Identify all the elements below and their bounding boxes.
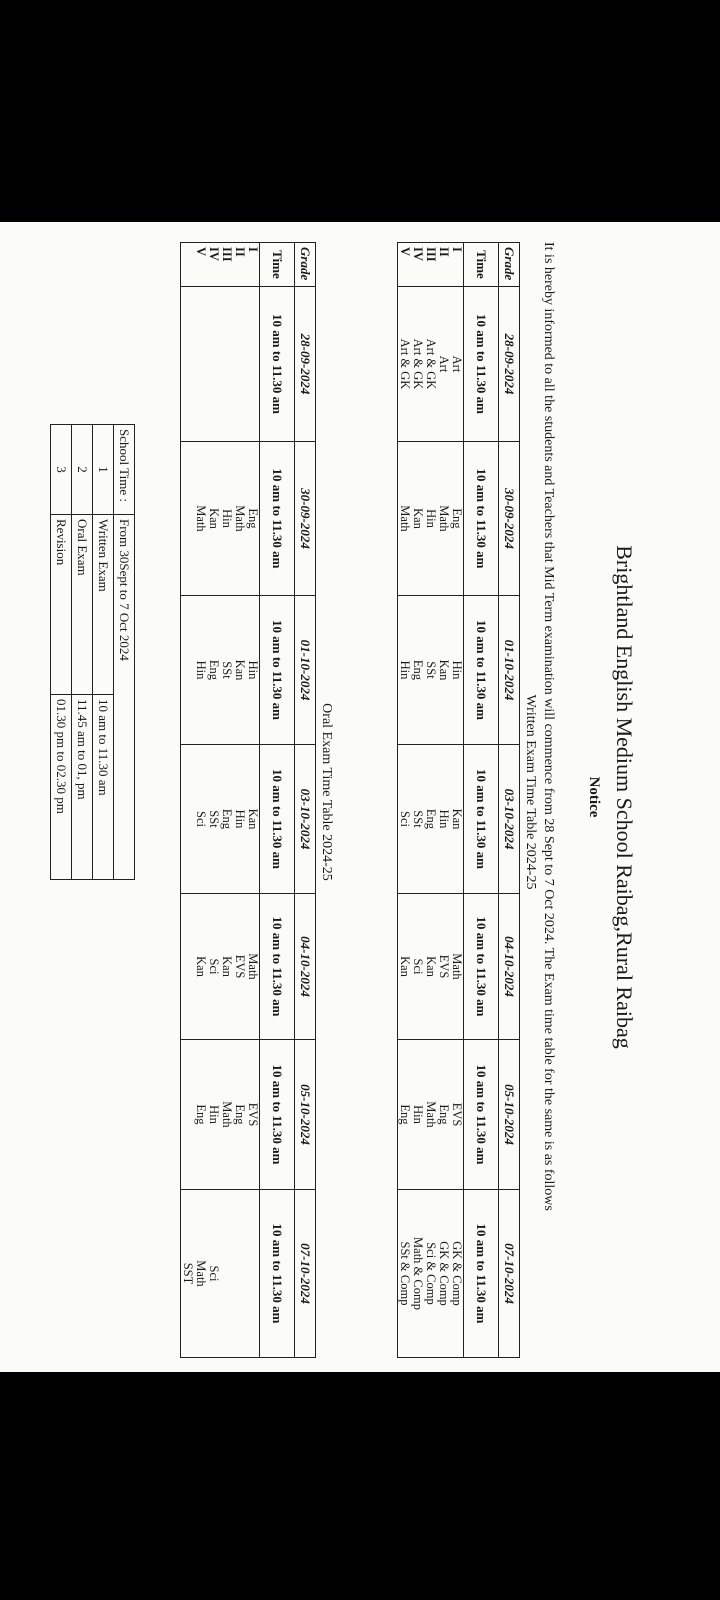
subject-cell	[181, 894, 195, 1040]
date-cell: 01-10-2024	[295, 596, 316, 745]
school-time-header-row	[114, 425, 135, 880]
subject-cell: Sci & Comp	[424, 1190, 437, 1358]
subject-cell: Math	[450, 894, 464, 1040]
subject-cell: Hin	[233, 745, 246, 894]
table-row	[411, 243, 424, 1358]
table-row	[246, 243, 260, 1358]
subject-cell: EVS	[233, 894, 246, 1040]
subject-cell	[220, 287, 233, 442]
school-time-table	[50, 424, 135, 880]
time-cell: 10 am to 11.30 am	[464, 287, 499, 442]
table-row	[194, 243, 207, 1358]
activity-time: 10 am to 11.30 am	[93, 695, 114, 880]
subject-cell: SSt	[411, 745, 424, 894]
subject-cell: Kan	[424, 894, 437, 1040]
time-label: Time	[260, 243, 295, 287]
subject-cell: Kan	[207, 442, 220, 596]
subject-cell: Math	[194, 1190, 207, 1358]
grade-cell: III	[220, 243, 233, 287]
row-number: 2	[72, 425, 93, 515]
date-cell: 28-09-2024	[295, 287, 316, 442]
grade-cell: II	[437, 243, 450, 287]
subject-cell: Hin	[398, 596, 412, 745]
time-cell: 10 am to 11.30 am	[260, 1040, 295, 1190]
activity-name: Oral Exam	[72, 515, 93, 695]
subject-cell: Hin	[450, 596, 464, 745]
intro-text: It is hereby informed to all the students and Teachers that Mid Term examination will commence from 28 Sept to 7 Oct 2024. The Exam time table for the same is as follows	[541, 242, 556, 1211]
subject-cell: Hin	[437, 745, 450, 894]
subject-cell: Eng	[398, 1040, 412, 1190]
grade-label: Grade	[295, 243, 316, 287]
time-cell: 10 am to 11.30 am	[260, 894, 295, 1040]
subject-cell	[233, 1190, 246, 1358]
school-title: Brightland English Medium School Raibag,Rural Raibag	[612, 545, 637, 1049]
subject-cell: Art & GK	[411, 287, 424, 442]
time-cell: 10 am to 11.30 am	[464, 596, 499, 745]
subject-cell: Hin	[220, 442, 233, 596]
document-sheet	[0, 222, 720, 1372]
date-cell: 30-09-2024	[295, 442, 316, 596]
subject-cell: Math	[398, 442, 412, 596]
grade-cell: V	[398, 243, 412, 287]
subject-cell: SST	[181, 1190, 195, 1358]
subject-cell: Math	[194, 442, 207, 596]
subject-cell: Math	[246, 894, 260, 1040]
table-row	[181, 243, 195, 1358]
date-cell: 30-09-2024	[499, 442, 520, 596]
table-row	[51, 425, 72, 880]
subject-cell: GK & Comp	[450, 1190, 464, 1358]
date-cell: 05-10-2024	[499, 1040, 520, 1190]
subject-cell: Math	[220, 1040, 233, 1190]
written-timetable	[397, 242, 520, 1358]
subject-cell: EVS	[450, 1040, 464, 1190]
grade-cell: I	[450, 243, 464, 287]
subject-cell: SSt & Comp	[398, 1190, 412, 1358]
activity-name: Written Exam	[93, 515, 114, 695]
time-cell: 10 am to 11.30 am	[260, 745, 295, 894]
date-cell: 05-10-2024	[295, 1040, 316, 1190]
grade-cell: I	[246, 243, 260, 287]
time-cell: 10 am to 11.30 am	[464, 1190, 499, 1358]
subject-cell	[181, 745, 195, 894]
grade-cell: III	[424, 243, 437, 287]
date-cell: 03-10-2024	[295, 745, 316, 894]
subject-cell: Sci	[207, 894, 220, 1040]
table-row	[233, 243, 246, 1358]
subject-cell: Math	[233, 442, 246, 596]
table-row	[437, 243, 450, 1358]
date-cell: 07-10-2024	[499, 1190, 520, 1358]
table-row	[424, 243, 437, 1358]
date-cell: 01-10-2024	[499, 596, 520, 745]
time-cell: 10 am to 11.30 am	[260, 287, 295, 442]
grade-cell: IV	[207, 243, 220, 287]
subject-cell: Sci	[194, 745, 207, 894]
subject-cell: Kan	[246, 745, 260, 894]
subject-cell: Eng	[194, 1040, 207, 1190]
time-row	[464, 243, 499, 1358]
subject-cell: Kan	[194, 894, 207, 1040]
subject-cell: EVS	[437, 894, 450, 1040]
written-caption: Written Exam Time Table 2024-25	[523, 694, 538, 890]
time-cell: 10 am to 11.30 am	[260, 596, 295, 745]
table-row	[220, 243, 233, 1358]
subject-cell: Hin	[424, 442, 437, 596]
date-cell: 07-10-2024	[295, 1190, 316, 1358]
subject-cell	[181, 596, 195, 745]
activity-name: Revision	[51, 515, 72, 695]
time-cell: 10 am to 11.30 am	[464, 745, 499, 894]
subject-cell: Eng	[233, 1040, 246, 1190]
subject-cell: Art & GK	[424, 287, 437, 442]
grade-cell: IV	[411, 243, 424, 287]
date-cell: 04-10-2024	[499, 894, 520, 1040]
subject-cell: Sci	[411, 894, 424, 1040]
date-cell: 03-10-2024	[499, 745, 520, 894]
school-time-period: From 30Sept to 7 Oct 2024	[114, 515, 135, 880]
subject-cell: SSt	[424, 596, 437, 745]
subject-cell: Sci	[398, 745, 412, 894]
subject-cell: Eng	[450, 442, 464, 596]
subject-cell: Eng	[437, 1040, 450, 1190]
subject-cell: Hin	[246, 596, 260, 745]
notice-heading: Notice	[586, 776, 602, 818]
subject-cell: Hin	[411, 1040, 424, 1190]
subject-cell: Art	[450, 287, 464, 442]
grade-label: Grade	[499, 243, 520, 287]
activity-time: 01.30 pm to 02.30 pm	[51, 695, 72, 880]
table-row	[93, 425, 114, 880]
rotated-page	[0, 222, 720, 1372]
time-cell: 10 am to 11.30 am	[260, 1190, 295, 1358]
subject-cell: Math & Comp	[411, 1190, 424, 1358]
oral-caption: Oral Exam Time Table 2024-25	[319, 703, 334, 881]
subject-cell: Kan	[233, 596, 246, 745]
subject-cell	[194, 287, 207, 442]
subject-cell: SSt	[220, 596, 233, 745]
subject-cell: Eng	[207, 596, 220, 745]
table-row	[398, 243, 412, 1358]
subject-cell: SSt	[207, 745, 220, 894]
subject-cell: Hin	[207, 1040, 220, 1190]
activity-time: 11.45 am to 01, pm	[72, 695, 93, 880]
subject-cell: Eng	[424, 745, 437, 894]
school-time-label: School Time :	[114, 425, 135, 515]
subject-cell: Kan	[411, 442, 424, 596]
subject-cell	[246, 1190, 260, 1358]
subject-cell	[207, 287, 220, 442]
subject-cell: Eng	[220, 745, 233, 894]
time-cell: 10 am to 11.30 am	[260, 442, 295, 596]
row-number: 1	[93, 425, 114, 515]
table-row	[207, 243, 220, 1358]
subject-cell: Hin	[194, 596, 207, 745]
subject-cell: Eng	[411, 596, 424, 745]
date-cell: 04-10-2024	[295, 894, 316, 1040]
row-number: 3	[51, 425, 72, 515]
table-row	[450, 243, 464, 1358]
oral-timetable	[180, 242, 316, 1358]
subject-cell: Eng	[246, 442, 260, 596]
subject-cell: Sci	[207, 1190, 220, 1358]
table-row	[72, 425, 93, 880]
time-cell: 10 am to 11.30 am	[464, 894, 499, 1040]
subject-cell: Kan	[450, 745, 464, 894]
date-header-row	[295, 243, 316, 1358]
grade-cell: V	[194, 243, 207, 287]
subject-cell: GK & Comp	[437, 1190, 450, 1358]
subject-cell: Art & GK	[398, 287, 412, 442]
subject-cell: Math	[424, 1040, 437, 1190]
time-cell: 10 am to 11.30 am	[464, 442, 499, 596]
subject-cell	[246, 287, 260, 442]
subject-cell: Kan	[398, 894, 412, 1040]
subject-cell	[181, 287, 195, 442]
subject-cell	[220, 1190, 233, 1358]
subject-cell: Kan	[437, 596, 450, 745]
subject-cell: Math	[437, 442, 450, 596]
date-header-row	[499, 243, 520, 1358]
time-label: Time	[464, 243, 499, 287]
subject-cell: Kan	[220, 894, 233, 1040]
subject-cell	[233, 287, 246, 442]
subject-cell: Art	[437, 287, 450, 442]
grade-cell: II	[233, 243, 246, 287]
grade-cell	[181, 243, 195, 287]
date-cell: 28-09-2024	[499, 287, 520, 442]
subject-cell	[181, 1040, 195, 1190]
subject-cell: EVS	[246, 1040, 260, 1190]
time-cell: 10 am to 11.30 am	[464, 1040, 499, 1190]
subject-cell	[181, 442, 195, 596]
time-row	[260, 243, 295, 1358]
